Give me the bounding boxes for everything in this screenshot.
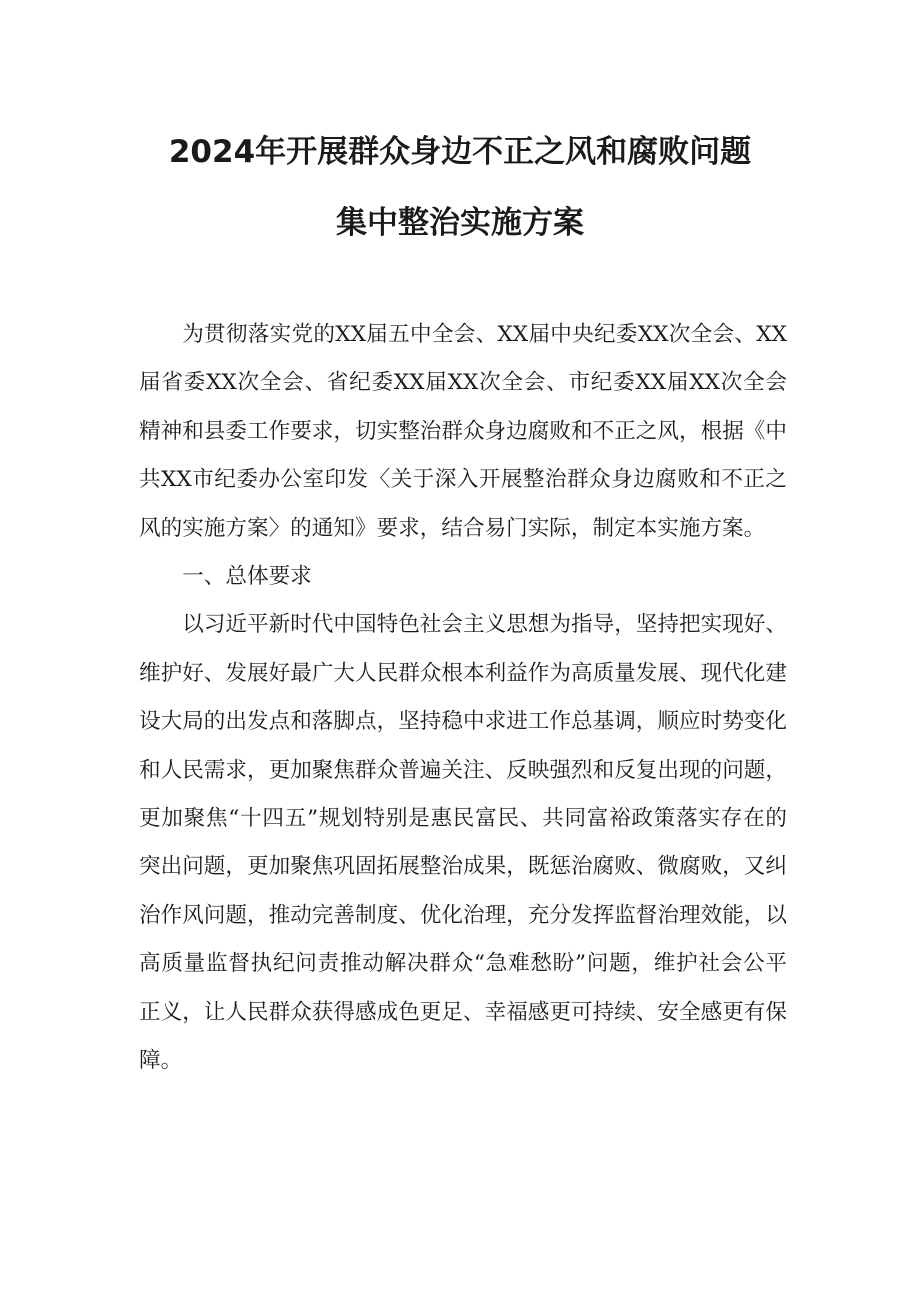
document-body (139, 311, 787, 1086)
section-paragraph-overall-requirements: 以习近平新时代中国特色社会主义思想为指导，坚持把实现好、维护好、发展好最广大人民群众根本利益作为高质量发展、现代化建设大局的出发点和落脚点，坚持稳中求进工作总基调，顺应时势变化和人民需求，更加聚焦群众普遍关注、反映强烈和反复出现的问题，更加聚焦“十四五”规划特别是惠民富民、共同富裕政策落实存在的突出问题，更加聚焦巩固拓展整治成果，既惩治腐败、微腐败，又纠治作风问题，推动完善制度、优化治理，充分发挥监督治理效能，以高质量监督执纪问责推动解决群众“急难愁盼”问题，维护社会公平正义，让人民群众获得感成色更足、幸福感更可持续、安全感更有保障。 (139, 612, 787, 1074)
document-title-line-1: 2024年开展群众身边不正之风和腐败问题 (168, 134, 752, 170)
document-title-line-2: 集中整治实施方案 (336, 205, 584, 241)
section-heading-overall-requirements: 一、总体要求 (182, 564, 312, 590)
intro-paragraph: 为贯彻落实党的XX届五中全会、XX届中央纪委XX次全会、XX届省委XX次全会、省纪委XX届XX次全会、市纪委XX届XX次全会精神和县委工作要求，切实整治群众身边腐败和不正之风，根据《中共XX市纪委办公室印发〈关于深入开展整治群众身边腐败和不正之风的实施方案〉的通知》要求，结合易门实际，制定本实施方案。 (139, 322, 787, 541)
